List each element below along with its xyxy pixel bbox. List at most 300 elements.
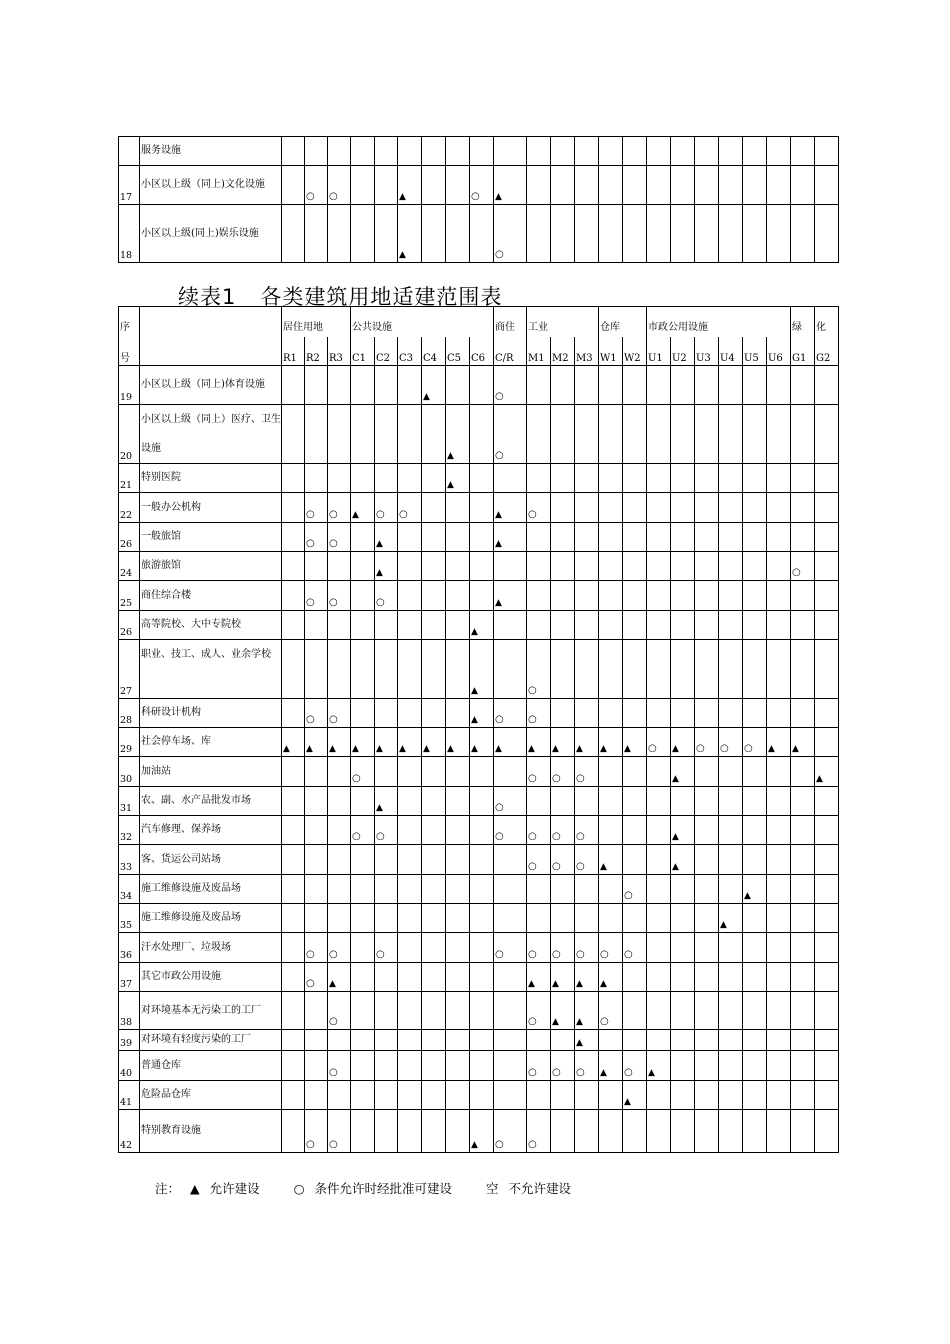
mark-cell bbox=[305, 963, 328, 992]
mark-cell bbox=[647, 366, 671, 405]
conditional-mark: ○ bbox=[329, 714, 338, 725]
mark-cell bbox=[671, 728, 695, 757]
row-name: 职业、技工、成人、业余学校 bbox=[140, 640, 282, 699]
mark-cell bbox=[575, 405, 599, 464]
conditional-mark: ○ bbox=[576, 949, 585, 960]
row-name: 小区以上级（同上)体育设施 bbox=[140, 366, 282, 405]
mark-cell bbox=[470, 640, 494, 699]
mark-cell bbox=[527, 699, 551, 728]
mark-cell bbox=[695, 787, 719, 816]
mark-cell bbox=[719, 640, 743, 699]
mark-cell bbox=[551, 464, 575, 493]
mark-cell bbox=[351, 581, 375, 611]
mark-cell bbox=[328, 523, 351, 552]
allowed-mark: ▲ bbox=[471, 715, 478, 725]
header-code: M1 bbox=[527, 337, 551, 366]
mark-cell bbox=[527, 1051, 551, 1081]
mark-cell bbox=[282, 699, 305, 728]
header-code: U2 bbox=[671, 337, 695, 366]
mark-cell bbox=[575, 845, 599, 875]
mark-cell bbox=[791, 366, 815, 405]
mark-cell bbox=[695, 493, 719, 523]
row-name: 商住综合楼 bbox=[140, 581, 282, 611]
mark-cell bbox=[743, 640, 767, 699]
mark-cell bbox=[575, 816, 599, 845]
mark-cell bbox=[282, 904, 305, 933]
mark-cell bbox=[351, 933, 375, 963]
conditional-mark: ○ bbox=[306, 191, 315, 202]
mark-cell bbox=[767, 728, 791, 757]
mark-cell bbox=[351, 845, 375, 875]
table-row bbox=[119, 787, 839, 816]
mark-cell bbox=[791, 963, 815, 992]
mark-cell bbox=[695, 640, 719, 699]
mark-cell bbox=[767, 166, 791, 205]
row-number: 19 bbox=[119, 366, 140, 405]
mark-cell bbox=[375, 1030, 398, 1051]
allowed-mark: ▲ bbox=[528, 979, 535, 989]
allowed-mark: ▲ bbox=[352, 510, 359, 520]
mark-cell bbox=[575, 464, 599, 493]
mark-cell bbox=[527, 1110, 551, 1153]
mark-cell bbox=[282, 137, 305, 166]
mark-cell bbox=[282, 1081, 305, 1110]
mark-cell bbox=[719, 523, 743, 552]
mark-cell bbox=[815, 581, 839, 611]
mark-cell bbox=[575, 787, 599, 816]
table-row bbox=[119, 992, 839, 1030]
mark-cell bbox=[671, 523, 695, 552]
allowed-mark: ▲ bbox=[376, 539, 383, 549]
mark-cell bbox=[527, 405, 551, 464]
mark-cell bbox=[599, 933, 623, 963]
mark-cell bbox=[671, 464, 695, 493]
mark-cell bbox=[446, 611, 470, 640]
mark-cell bbox=[494, 728, 527, 757]
mark-cell bbox=[470, 1030, 494, 1051]
row-number: 38 bbox=[119, 992, 140, 1030]
mark-cell bbox=[767, 875, 791, 904]
allowed-mark: ▲ bbox=[306, 744, 313, 754]
row-number bbox=[119, 137, 140, 166]
mark-cell bbox=[446, 728, 470, 757]
mark-cell bbox=[623, 1110, 647, 1153]
row-number: 33 bbox=[119, 845, 140, 875]
mark-cell bbox=[623, 640, 647, 699]
mark-cell bbox=[398, 205, 422, 263]
header-group: 市政公用设施 bbox=[647, 307, 791, 337]
mark-cell bbox=[623, 875, 647, 904]
mark-cell bbox=[375, 1081, 398, 1110]
mark-cell bbox=[695, 1110, 719, 1153]
row-name: 其它市政公用设施 bbox=[140, 963, 282, 992]
mark-cell bbox=[623, 137, 647, 166]
mark-cell bbox=[494, 493, 527, 523]
mark-cell bbox=[599, 464, 623, 493]
mark-cell bbox=[623, 493, 647, 523]
mark-cell bbox=[328, 205, 351, 263]
mark-cell bbox=[398, 904, 422, 933]
row-name: 施工维修设施及废品场 bbox=[140, 875, 282, 904]
table-row bbox=[119, 366, 839, 405]
row-number: 39 bbox=[119, 1030, 140, 1051]
mark-cell bbox=[494, 1030, 527, 1051]
mark-cell bbox=[328, 137, 351, 166]
mark-cell bbox=[671, 1030, 695, 1051]
mark-cell bbox=[743, 493, 767, 523]
mark-cell bbox=[791, 493, 815, 523]
mark-cell bbox=[351, 552, 375, 581]
conditional-symbol: ○ bbox=[293, 1181, 305, 1196]
mark-cell bbox=[470, 845, 494, 875]
mark-cell bbox=[791, 757, 815, 787]
mark-cell bbox=[527, 1081, 551, 1110]
mark-cell bbox=[375, 1110, 398, 1153]
mark-cell bbox=[470, 366, 494, 405]
mark-cell bbox=[527, 581, 551, 611]
mark-cell bbox=[305, 933, 328, 963]
mark-cell bbox=[494, 757, 527, 787]
mark-cell bbox=[470, 699, 494, 728]
mark-cell bbox=[791, 845, 815, 875]
mark-cell bbox=[719, 963, 743, 992]
mark-cell bbox=[375, 366, 398, 405]
mark-cell bbox=[599, 845, 623, 875]
conditional-mark: ○ bbox=[552, 861, 561, 872]
mark-cell bbox=[695, 699, 719, 728]
mark-cell bbox=[305, 904, 328, 933]
mark-cell bbox=[494, 611, 527, 640]
mark-cell bbox=[282, 1051, 305, 1081]
mark-cell bbox=[282, 640, 305, 699]
header-code: W2 bbox=[623, 337, 647, 366]
conditional-mark: ○ bbox=[624, 949, 633, 960]
mark-cell bbox=[470, 816, 494, 845]
mark-cell bbox=[551, 699, 575, 728]
mark-cell bbox=[282, 816, 305, 845]
mark-cell bbox=[671, 581, 695, 611]
mark-cell bbox=[623, 963, 647, 992]
mark-cell bbox=[305, 875, 328, 904]
conditional-mark: ○ bbox=[376, 597, 385, 608]
mark-cell bbox=[305, 992, 328, 1030]
mark-cell bbox=[398, 992, 422, 1030]
conditional-mark: ○ bbox=[528, 1067, 537, 1078]
conditional-mark: ○ bbox=[306, 597, 315, 608]
table-title-main: 各类建筑用地适建范围表 bbox=[260, 285, 503, 309]
mark-cell bbox=[815, 205, 839, 263]
mark-cell bbox=[351, 464, 375, 493]
row-number: 34 bbox=[119, 875, 140, 904]
mark-cell bbox=[719, 1081, 743, 1110]
mark-cell bbox=[305, 1030, 328, 1051]
allowed-mark: ▲ bbox=[376, 744, 383, 754]
mark-cell bbox=[695, 205, 719, 263]
mark-cell bbox=[375, 816, 398, 845]
header-group: 商住 bbox=[494, 307, 527, 337]
mark-cell bbox=[743, 1030, 767, 1051]
conditional-mark: ○ bbox=[329, 538, 338, 549]
mark-cell bbox=[470, 137, 494, 166]
mark-cell bbox=[470, 493, 494, 523]
mark-cell bbox=[647, 493, 671, 523]
mark-cell bbox=[305, 728, 328, 757]
mark-cell bbox=[375, 611, 398, 640]
conditional-mark: ○ bbox=[329, 1139, 338, 1150]
mark-cell bbox=[494, 845, 527, 875]
mark-cell bbox=[422, 875, 446, 904]
mark-cell bbox=[743, 137, 767, 166]
mark-cell bbox=[328, 611, 351, 640]
mark-cell bbox=[575, 166, 599, 205]
allowed-mark: ▲ bbox=[283, 744, 290, 754]
mark-cell bbox=[575, 904, 599, 933]
mark-cell bbox=[422, 137, 446, 166]
table-row bbox=[119, 699, 839, 728]
mark-cell bbox=[743, 611, 767, 640]
conditional-mark: ○ bbox=[329, 1016, 338, 1027]
conditional-mark: ○ bbox=[528, 1016, 537, 1027]
mark-cell bbox=[446, 205, 470, 263]
mark-cell bbox=[551, 1081, 575, 1110]
mark-cell bbox=[671, 904, 695, 933]
mark-cell bbox=[647, 581, 671, 611]
mark-cell bbox=[623, 1030, 647, 1051]
mark-cell bbox=[422, 552, 446, 581]
mark-cell bbox=[375, 166, 398, 205]
mark-cell bbox=[671, 137, 695, 166]
table-row bbox=[119, 1051, 839, 1081]
mark-cell bbox=[446, 875, 470, 904]
mark-cell bbox=[623, 845, 647, 875]
conditional-mark: ○ bbox=[495, 391, 504, 402]
table-row bbox=[119, 552, 839, 581]
mark-cell bbox=[282, 552, 305, 581]
mark-cell bbox=[375, 845, 398, 875]
header-group: 化 bbox=[815, 307, 839, 337]
allowed-mark: ▲ bbox=[376, 803, 383, 813]
mark-cell bbox=[398, 493, 422, 523]
mark-cell bbox=[422, 1051, 446, 1081]
mark-cell bbox=[647, 611, 671, 640]
mark-cell bbox=[351, 1051, 375, 1081]
mark-cell bbox=[695, 816, 719, 845]
mark-cell bbox=[494, 137, 527, 166]
mark-cell bbox=[815, 1110, 839, 1153]
header-code: U6 bbox=[767, 337, 791, 366]
mark-cell bbox=[282, 405, 305, 464]
mark-cell bbox=[422, 699, 446, 728]
mark-cell bbox=[422, 611, 446, 640]
mark-cell bbox=[599, 205, 623, 263]
row-name: 汽车修理、保养场 bbox=[140, 816, 282, 845]
mark-cell bbox=[351, 757, 375, 787]
mark-cell bbox=[351, 611, 375, 640]
mark-cell bbox=[671, 787, 695, 816]
mark-cell bbox=[398, 787, 422, 816]
mark-cell bbox=[470, 933, 494, 963]
mark-cell bbox=[446, 1110, 470, 1153]
mark-cell bbox=[815, 787, 839, 816]
mark-cell bbox=[551, 366, 575, 405]
mark-cell bbox=[599, 366, 623, 405]
continued-table bbox=[118, 136, 839, 263]
mark-cell bbox=[422, 1110, 446, 1153]
mark-cell bbox=[671, 405, 695, 464]
mark-cell bbox=[328, 405, 351, 464]
allowed-mark: ▲ bbox=[423, 392, 430, 402]
conditional-mark: ○ bbox=[600, 949, 609, 960]
header-code: C5 bbox=[446, 337, 470, 366]
mark-cell bbox=[695, 933, 719, 963]
row-number: 26 bbox=[119, 523, 140, 552]
mark-cell bbox=[575, 137, 599, 166]
mark-cell bbox=[375, 757, 398, 787]
conditional-mark: ○ bbox=[376, 831, 385, 842]
conditional-label: 条件允许时经批准可建设 bbox=[314, 1181, 453, 1196]
mark-cell bbox=[815, 963, 839, 992]
conditional-mark: ○ bbox=[624, 1067, 633, 1078]
table-row bbox=[119, 845, 839, 875]
mark-cell bbox=[719, 816, 743, 845]
mark-cell bbox=[815, 166, 839, 205]
mark-cell bbox=[305, 699, 328, 728]
mark-cell bbox=[494, 1051, 527, 1081]
mark-cell bbox=[305, 166, 328, 205]
mark-cell bbox=[375, 552, 398, 581]
mark-cell bbox=[671, 845, 695, 875]
mark-cell bbox=[446, 787, 470, 816]
mark-cell bbox=[375, 581, 398, 611]
table-row bbox=[119, 1030, 839, 1051]
mark-cell bbox=[743, 552, 767, 581]
mark-cell bbox=[446, 493, 470, 523]
allowed-mark: ▲ bbox=[552, 979, 559, 989]
conditional-mark: ○ bbox=[495, 831, 504, 842]
mark-cell bbox=[791, 523, 815, 552]
mark-cell bbox=[305, 611, 328, 640]
mark-cell bbox=[305, 405, 328, 464]
mark-cell bbox=[575, 963, 599, 992]
mark-cell bbox=[351, 816, 375, 845]
mark-cell bbox=[494, 963, 527, 992]
mark-cell bbox=[743, 1081, 767, 1110]
mark-cell bbox=[398, 137, 422, 166]
mark-cell bbox=[328, 581, 351, 611]
mark-cell bbox=[719, 581, 743, 611]
mark-cell bbox=[305, 205, 328, 263]
header-code: U3 bbox=[695, 337, 719, 366]
mark-cell bbox=[743, 405, 767, 464]
mark-cell bbox=[599, 1051, 623, 1081]
conditional-mark: ○ bbox=[552, 949, 561, 960]
row-number: 35 bbox=[119, 904, 140, 933]
mark-cell bbox=[527, 137, 551, 166]
allowed-mark: ▲ bbox=[672, 862, 679, 872]
row-number: 40 bbox=[119, 1051, 140, 1081]
header-code: C/R bbox=[494, 337, 527, 366]
conditional-mark: ○ bbox=[576, 773, 585, 784]
mark-cell bbox=[527, 366, 551, 405]
conditional-mark: ○ bbox=[576, 861, 585, 872]
mark-cell bbox=[695, 904, 719, 933]
mark-cell bbox=[719, 611, 743, 640]
mark-cell bbox=[375, 728, 398, 757]
mark-cell bbox=[575, 1030, 599, 1051]
table-row bbox=[119, 581, 839, 611]
conditional-mark: ○ bbox=[376, 509, 385, 520]
mark-cell bbox=[527, 933, 551, 963]
header-row-codes bbox=[119, 337, 839, 366]
conditional-mark: ○ bbox=[306, 538, 315, 549]
mark-cell bbox=[623, 366, 647, 405]
mark-cell bbox=[527, 166, 551, 205]
mark-cell bbox=[695, 992, 719, 1030]
header-code: C3 bbox=[398, 337, 422, 366]
allowed-mark: ▲ bbox=[399, 250, 406, 260]
mark-cell bbox=[743, 1110, 767, 1153]
mark-cell bbox=[599, 816, 623, 845]
allowed-mark: ▲ bbox=[792, 744, 799, 754]
mark-cell bbox=[767, 1081, 791, 1110]
mark-cell bbox=[551, 552, 575, 581]
mark-cell bbox=[470, 523, 494, 552]
mark-cell bbox=[815, 1081, 839, 1110]
mark-cell bbox=[767, 640, 791, 699]
row-name: 一般旅馆 bbox=[140, 523, 282, 552]
mark-cell bbox=[767, 581, 791, 611]
allowed-mark: ▲ bbox=[552, 744, 559, 754]
mark-cell bbox=[599, 137, 623, 166]
row-number: 20 bbox=[119, 405, 140, 464]
mark-cell bbox=[671, 552, 695, 581]
table-row bbox=[119, 933, 839, 963]
mark-cell bbox=[695, 1051, 719, 1081]
header-code: R3 bbox=[328, 337, 351, 366]
mark-cell bbox=[470, 904, 494, 933]
header-seq-2: 号 bbox=[119, 337, 140, 366]
mark-cell bbox=[599, 581, 623, 611]
mark-cell bbox=[623, 757, 647, 787]
row-number: 18 bbox=[119, 205, 140, 263]
mark-cell bbox=[815, 137, 839, 166]
row-number: 28 bbox=[119, 699, 140, 728]
mark-cell bbox=[527, 464, 551, 493]
mark-cell bbox=[398, 933, 422, 963]
header-group: 绿 bbox=[791, 307, 815, 337]
mark-cell bbox=[791, 933, 815, 963]
mark-cell bbox=[719, 464, 743, 493]
mark-cell bbox=[815, 464, 839, 493]
allowed-mark: ▲ bbox=[471, 744, 478, 754]
mark-cell bbox=[695, 1030, 719, 1051]
mark-cell bbox=[791, 816, 815, 845]
row-name: 小区以上级（同上)文化设施 bbox=[140, 166, 282, 205]
mark-cell bbox=[470, 728, 494, 757]
mark-cell bbox=[647, 137, 671, 166]
mark-cell bbox=[695, 728, 719, 757]
row-number: 30 bbox=[119, 757, 140, 787]
mark-cell bbox=[282, 875, 305, 904]
mark-cell bbox=[767, 1051, 791, 1081]
mark-cell bbox=[767, 205, 791, 263]
table-row bbox=[119, 611, 839, 640]
mark-cell bbox=[470, 1081, 494, 1110]
mark-cell bbox=[351, 963, 375, 992]
mark-cell bbox=[623, 904, 647, 933]
conditional-mark: ○ bbox=[495, 450, 504, 461]
mark-cell bbox=[328, 728, 351, 757]
